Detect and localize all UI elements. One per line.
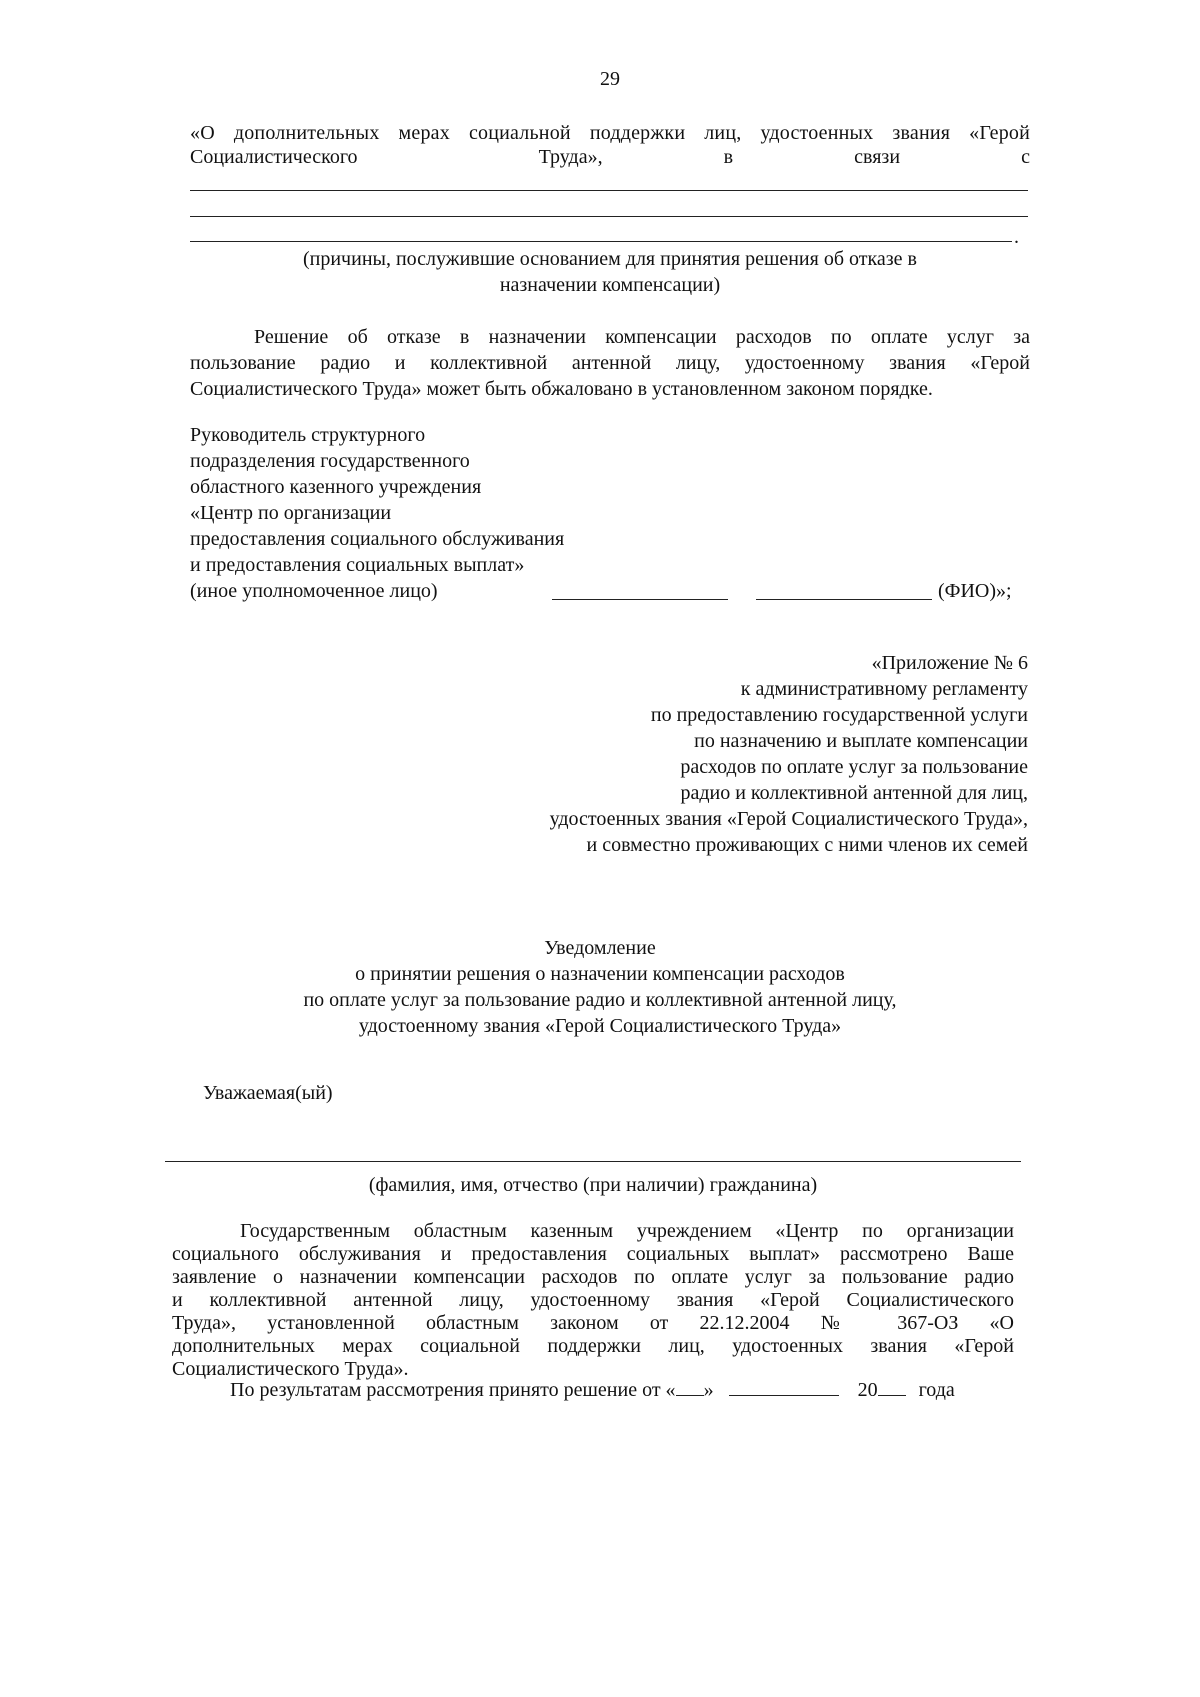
- body-line: социального обслуживания и предоставления социальных выплат» рассмотрено Ваше: [172, 1243, 1014, 1265]
- refusal-para-line-1: Решение об отказе в назначении компенсации расходов по оплате услуг за: [254, 326, 1030, 348]
- page-number: 29: [600, 68, 620, 90]
- notice-title-line: удостоенному звания «Герой Социалистического Труда»: [358, 1015, 842, 1037]
- reason-line-2: [190, 216, 1028, 217]
- citizen-name-caption: (фамилия, имя, отчество (при наличии) гражданина): [368, 1174, 818, 1196]
- year-prefix: 20: [857, 1379, 878, 1401]
- fio-blank: [756, 599, 932, 600]
- reason-line-1: [190, 190, 1028, 191]
- appendix-line: расходов по оплате услуг за пользование: [680, 756, 1028, 778]
- signature-line: (иное уполномоченное лицо): [190, 580, 438, 602]
- year-blank: [878, 1377, 906, 1396]
- signature-blank: [552, 599, 728, 600]
- refusal-para-line-2: пользование радио и коллективной антенной лицу, удостоенному звания «Герой: [190, 352, 1030, 374]
- appendix-line: по предоставлению государственной услуги: [650, 704, 1028, 726]
- reason-final-dot: .: [1014, 226, 1019, 248]
- signature-line: и предоставления социальных выплат»: [190, 554, 525, 576]
- body-line: Государственным областным казенным учреждением «Центр по организации: [240, 1220, 1014, 1242]
- top-line-2-word: с: [1021, 146, 1030, 168]
- body-line: дополнительных мерах социальной поддержки лиц, удостоенных звания «Герой: [172, 1335, 1014, 1357]
- signature-line: предоставления социального обслуживания: [190, 528, 565, 550]
- signature-line: «Центр по организации: [190, 502, 392, 524]
- year-suffix: года: [918, 1379, 955, 1401]
- decision-line: [230, 1377, 1014, 1403]
- signature-block: [190, 422, 564, 604]
- appendix-line: и совместно проживающих с ними членов их семей: [586, 834, 1028, 856]
- appendix-line: по назначению и выплате компенсации: [694, 730, 1028, 752]
- signature-line: подразделения государственного: [190, 450, 470, 472]
- quote-close: »: [703, 1379, 714, 1401]
- refusal-para-line-3: Социалистического Труда» может быть обжаловано в установленном законом порядке.: [190, 378, 933, 400]
- body-line: и коллективной антенной лицу, удостоенному звания «Герой Социалистического: [172, 1289, 1014, 1311]
- appendix-line: «Приложение № 6: [871, 652, 1028, 674]
- notice-title-line: Уведомление: [544, 937, 656, 959]
- body-line: Социалистического Труда».: [172, 1358, 409, 1380]
- top-line-2-word: Социалистического: [190, 146, 358, 168]
- fio-label: (ФИО)»;: [938, 580, 1012, 602]
- appendix-header: [430, 650, 1028, 858]
- top-line-2-word: связи: [854, 146, 901, 168]
- notice-body: [172, 1218, 1014, 1379]
- decision-prefix: По результатам рассмотрения принято решение от «: [230, 1379, 676, 1401]
- day-blank: [676, 1377, 704, 1396]
- appendix-line: радио и коллективной антенной для лиц,: [680, 782, 1028, 804]
- top-line-2-word: Труда»,: [538, 146, 603, 168]
- reason-caption-2: назначении компенсации): [499, 274, 721, 296]
- reason-line-3: [190, 241, 1012, 242]
- reason-caption-1: (причины, послужившие основанием для принятия решения об отказе в: [302, 248, 917, 270]
- appendix-line: к административному регламенту: [740, 678, 1028, 700]
- notice-title-line: по оплате услуг за пользование радио и коллективной антенной лицу,: [303, 989, 897, 1011]
- citizen-name-blank: [165, 1161, 1021, 1162]
- top-line-2-word: в: [723, 146, 734, 168]
- notice-title: [180, 935, 1020, 1039]
- signature-line: областного казенного учреждения: [190, 476, 482, 498]
- month-blank: [729, 1377, 839, 1396]
- greeting: Уважаемая(ый): [203, 1082, 333, 1104]
- body-line: заявление о назначении компенсации расходов по оплате услуг за пользование радио: [172, 1266, 1014, 1288]
- signature-line: Руководитель структурного: [190, 424, 426, 446]
- body-line: Труда», установленной областным законом от 22.12.2004 № 367-ОЗ «О: [172, 1312, 1014, 1334]
- top-line-1: «О дополнительных мерах социальной поддержки лиц, удостоенных звания «Герой: [190, 122, 1030, 144]
- top-line-2: [190, 144, 1030, 170]
- appendix-line: удостоенных звания «Герой Социалистического Труда»,: [549, 808, 1028, 830]
- notice-title-line: о принятии решения о назначении компенсации расходов: [355, 963, 845, 985]
